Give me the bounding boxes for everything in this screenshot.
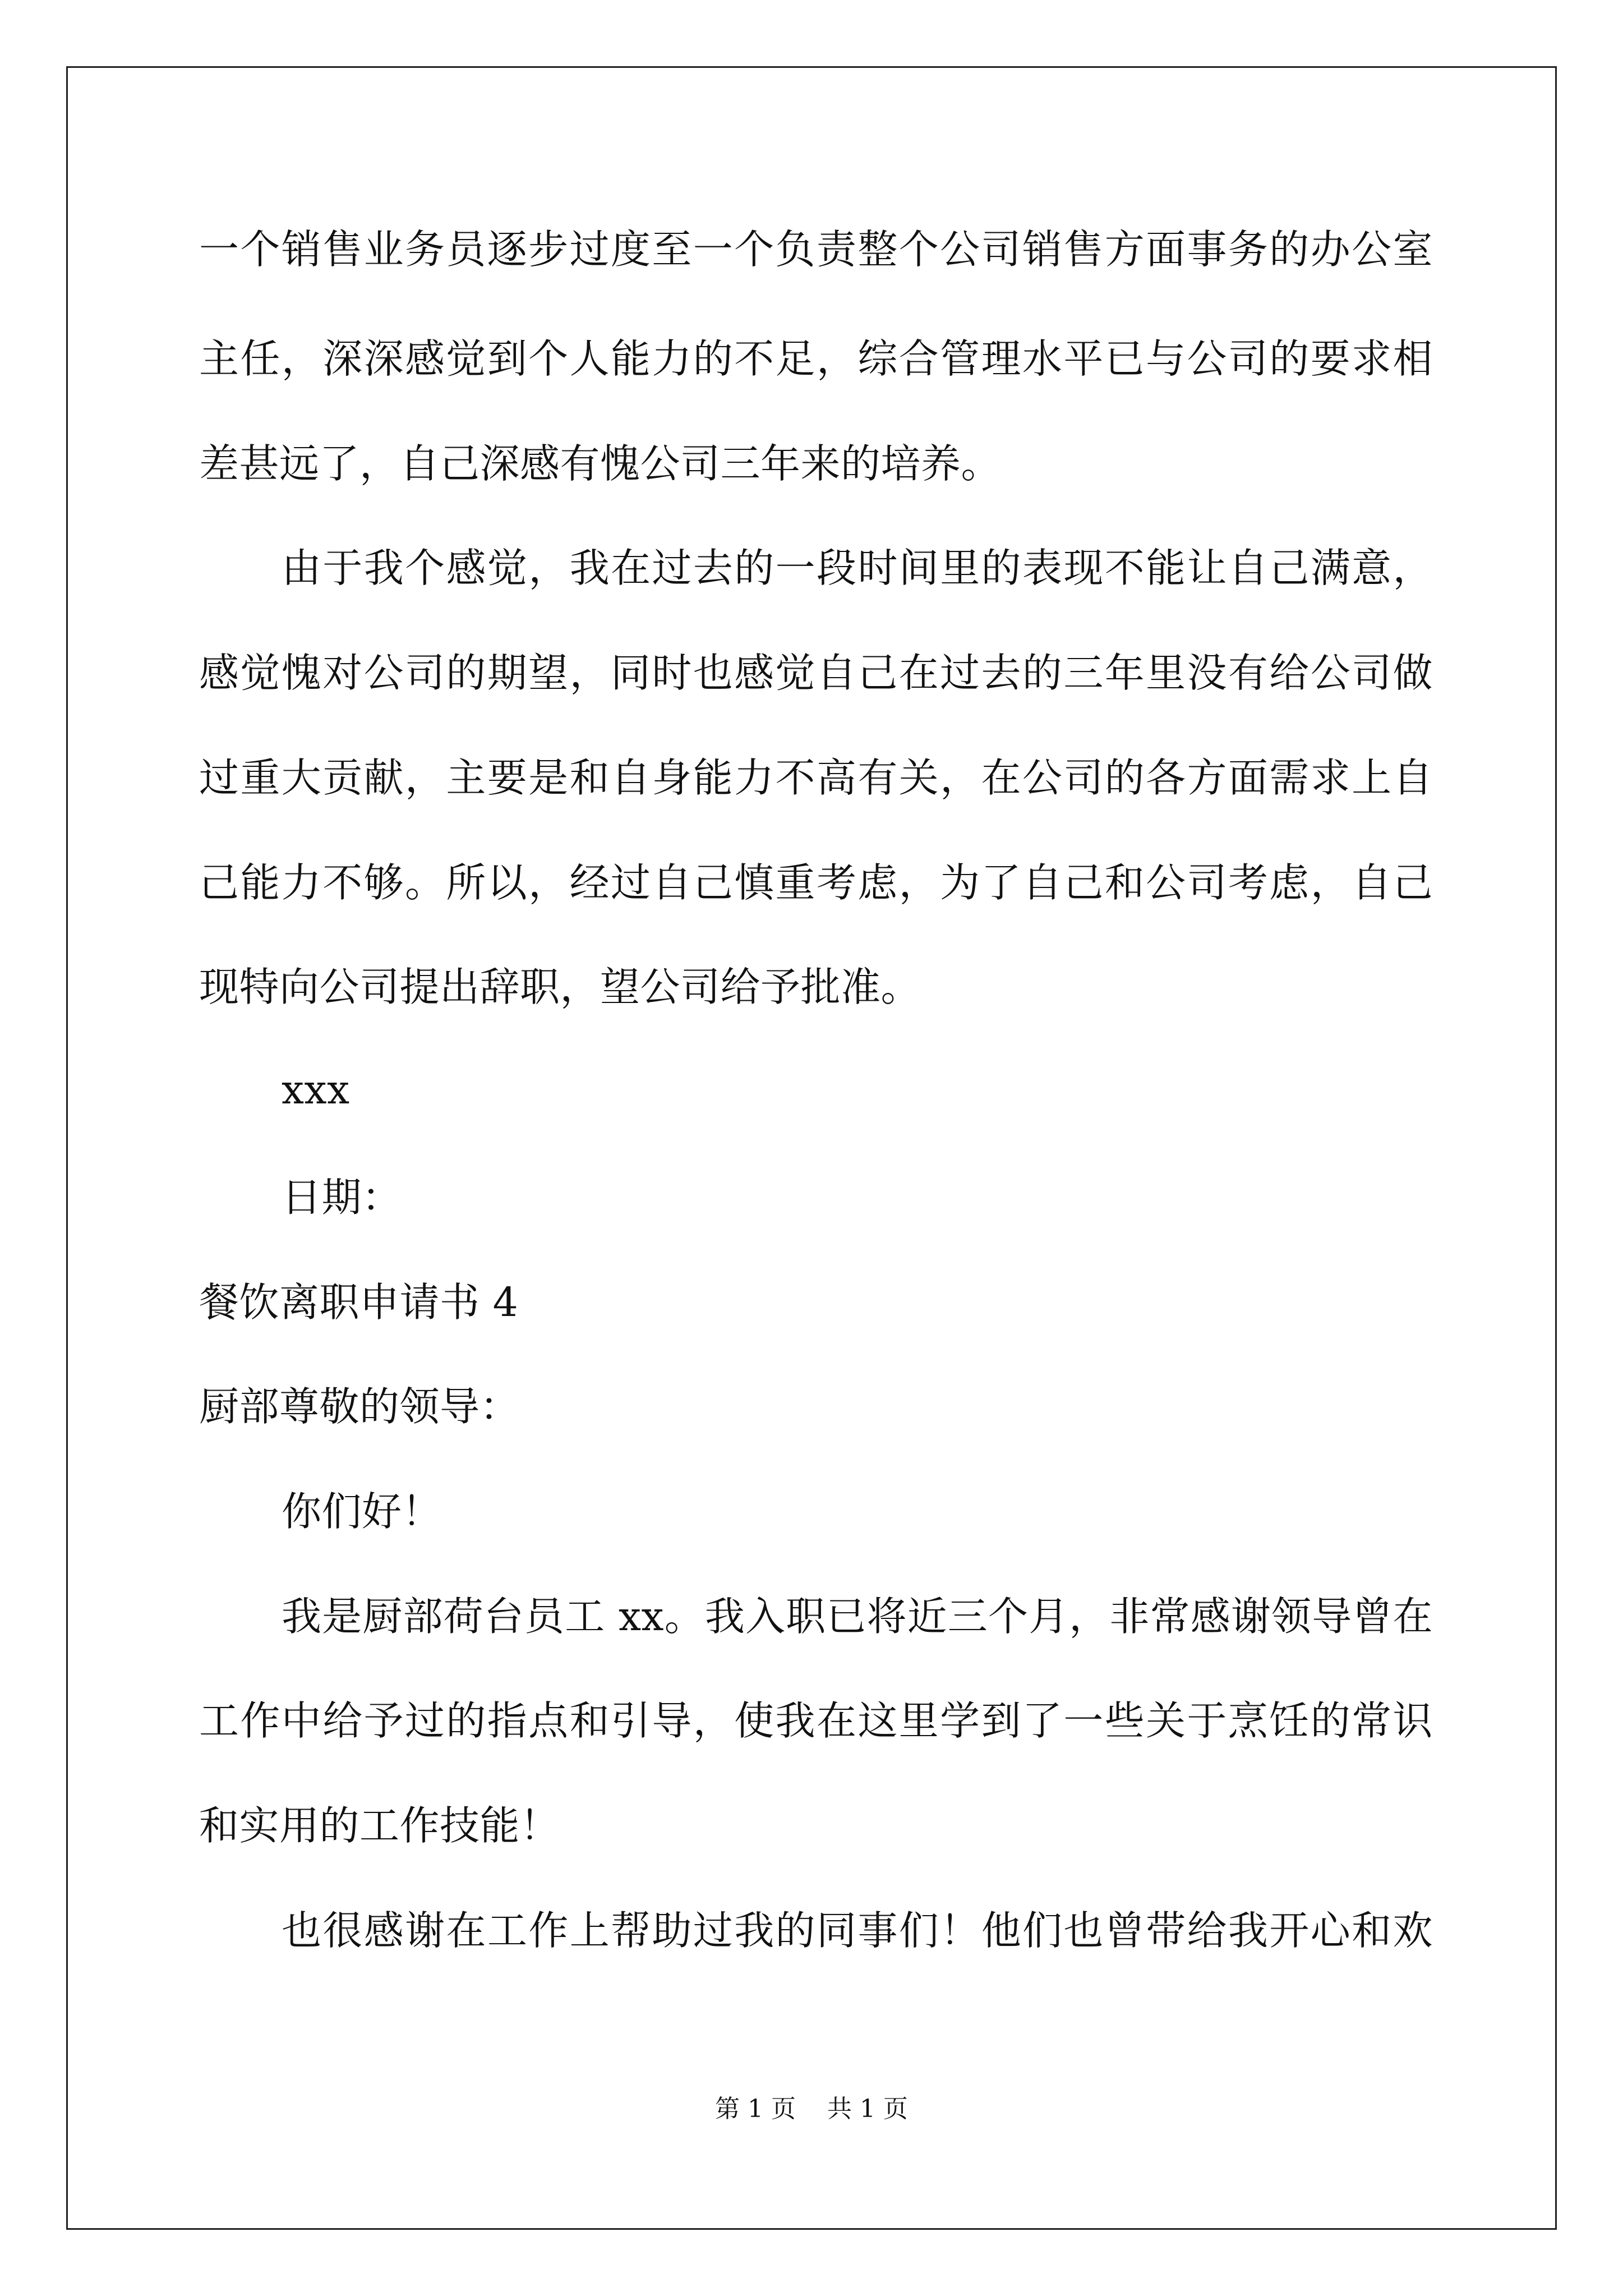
body-text-line: 现特向公司提出辞职，望公司给予批准。: [199, 964, 921, 1010]
signature-name: xxx: [282, 1066, 350, 1113]
body-text-line: 工作中给予过的指点和引导，使我在这里学到了一些关于烹饪的常识: [199, 1697, 1433, 1744]
body-text-line: 由于我个感觉，我在过去的一段时间里的表现不能让自己满意，: [282, 545, 1433, 591]
body-text-line: 我是厨部荷台员工 xx。我入职已将近三个月，非常感谢领导曾在: [282, 1593, 1433, 1640]
body-text-line: 和实用的工作技能！: [199, 1802, 560, 1849]
section-title: 餐饮离职申请书 4: [199, 1279, 519, 1326]
date-label: 日期：: [282, 1174, 402, 1221]
body-text-line: 主任，深深感觉到个人能力的不足，综合管理水平已与公司的要求相: [199, 335, 1433, 382]
body-text-line: 也很感谢在工作上帮助过我的同事们！他们也曾带给我开心和欢: [282, 1907, 1433, 1954]
body-text-line: 感觉愧对公司的期望，同时也感觉自己在过去的三年里没有给公司做: [199, 650, 1433, 696]
greeting: 你们好！: [282, 1488, 442, 1535]
body-text-line: 差甚远了，自己深感有愧公司三年来的培养。: [199, 440, 1002, 487]
salutation: 厨部尊敬的领导：: [199, 1383, 520, 1430]
body-text-line: 己能力不够。所以，经过自己慎重考虑，为了自己和公司考虑，自己: [199, 859, 1433, 906]
body-text-line: 过重大贡献，主要是和自身能力不高有关，在公司的各方面需求上自: [199, 754, 1433, 801]
body-text-line: 一个销售业务员逐步过度至一个负责整个公司销售方面事务的办公室: [199, 226, 1433, 273]
page-footer: 第 1 页 共 1 页: [715, 2095, 908, 2123]
